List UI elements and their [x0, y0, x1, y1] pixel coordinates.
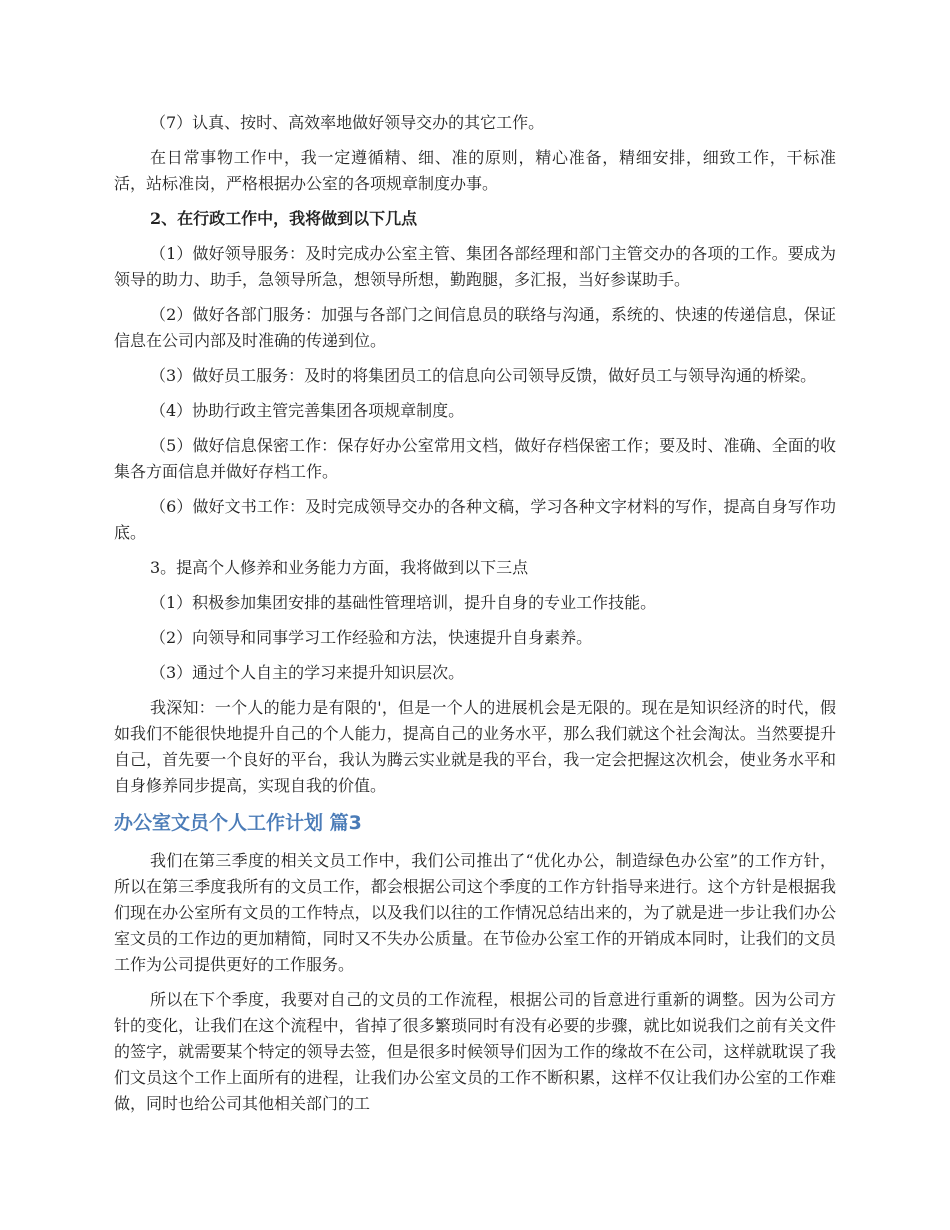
paragraph-admin-item-1: （1）做好领导服务：及时完成办公室主管、集团各部经理和部门主管交办的各项的工作。要成为领导的助力、助手，急领导所急，想领导所想，勤跑腿，多汇报，当好参谋助手。	[114, 244, 836, 289]
subheading-self-improvement: 3。提高个人修养和业务能力方面，我将做到以下三点	[150, 558, 529, 577]
paragraph-admin-item-6: （6）做好文书工作：及时完成领导交办的各种文稿，学习各种文字材料的写作，提高自身写作功底。	[114, 497, 836, 542]
paragraph-improve-item-2: （2）向领导和同事学习工作经验和方法，快速提升自身素养。	[150, 628, 593, 647]
paragraph-item-7: （7）认真、按时、高效率地做好领导交办的其它工作。	[150, 113, 545, 132]
document-body	[114, 110, 836, 1126]
paragraph-admin-item-4: （4）协助行政主管完善集团各项规章制度。	[150, 401, 465, 420]
paragraph-daily-work: 在日常事物工作中，我一定遵循精、细、准的原则，精心准备，精细安排，细致工作，干标准活，站标准岗，严格根据办公室的各项规章制度办事。	[114, 148, 836, 193]
paragraph-next-quarter: 所以在下个季度，我要对自己的文员的工作流程，根据公司的旨意进行重新的调整。因为公司方针的变化，让我们在这个流程中，省掉了很多繁琐同时有没有必要的步骤，就比如说我们之前有关文件的签字，就需要某个特定的领导去签，但是很多时候领导们因为工作的缘故不在公司，这样就耽误了我们文员这个工作上面所有的进程，让我们办公室文员的工作不断积累，这样不仅让我们办公室的工作难做，同时也给公司其他相关部门的工	[114, 990, 836, 1113]
subheading-admin-work: 2、在行政工作中，我将做到以下几点	[150, 209, 418, 228]
section-heading-plan-3: 办公室文员个人工作计划 篇3	[114, 812, 362, 834]
paragraph-admin-item-3: （3）做好员工服务：及时的将集团员工的信息向公司领导反馈，做好员工与领导沟通的桥梁。	[150, 366, 817, 385]
paragraph-improve-item-3: （3）通过个人自主的学习来提升知识层次。	[150, 663, 465, 682]
paragraph-q3-policy: 我们在第三季度的相关文员工作中，我们公司推出了“优化办公，制造绿色办公室”的工作方针，所以在第三季度我所有的文员工作，都会根据公司这个季度的工作方针指导来进行。这个方针是根据我们现在办公室所有文员的工作特点，以及我们以往的工作情况总结出来的，为了就是进一步让我们办公室文员的工作边的更加精简，同时又不失办公质量。在节俭办公室工作的开销成本同时，让我们的文员工作为公司提供更好的工作服务。	[114, 851, 836, 974]
paragraph-conclusion: 我深知：一个人的能力是有限的'，但是一个人的进展机会是无限的。现在是知识经济的时代，假如我们不能很快地提升自己的个人能力，提高自己的业务水平，那么我们就这个社会淘汰。当然要提升自己，首先要一个良好的平台，我认为腾云实业就是我的平台，我一定会把握这次机会，使业务水平和自身修养同步提高，实现自我的价值。	[114, 698, 836, 795]
paragraph-admin-item-2: （2）做好各部门服务：加强与各部门之间信息员的联络与沟通，系统的、快速的传递信息，保证信息在公司内部及时准确的传递到位。	[114, 305, 836, 350]
paragraph-improve-item-1: （1）积极参加集团安排的基础性管理培训，提升自身的专业工作技能。	[150, 593, 657, 612]
paragraph-admin-item-5: （5）做好信息保密工作：保存好办公室常用文档，做好存档保密工作；要及时、准确、全面的收集各方面信息并做好存档工作。	[114, 436, 836, 481]
